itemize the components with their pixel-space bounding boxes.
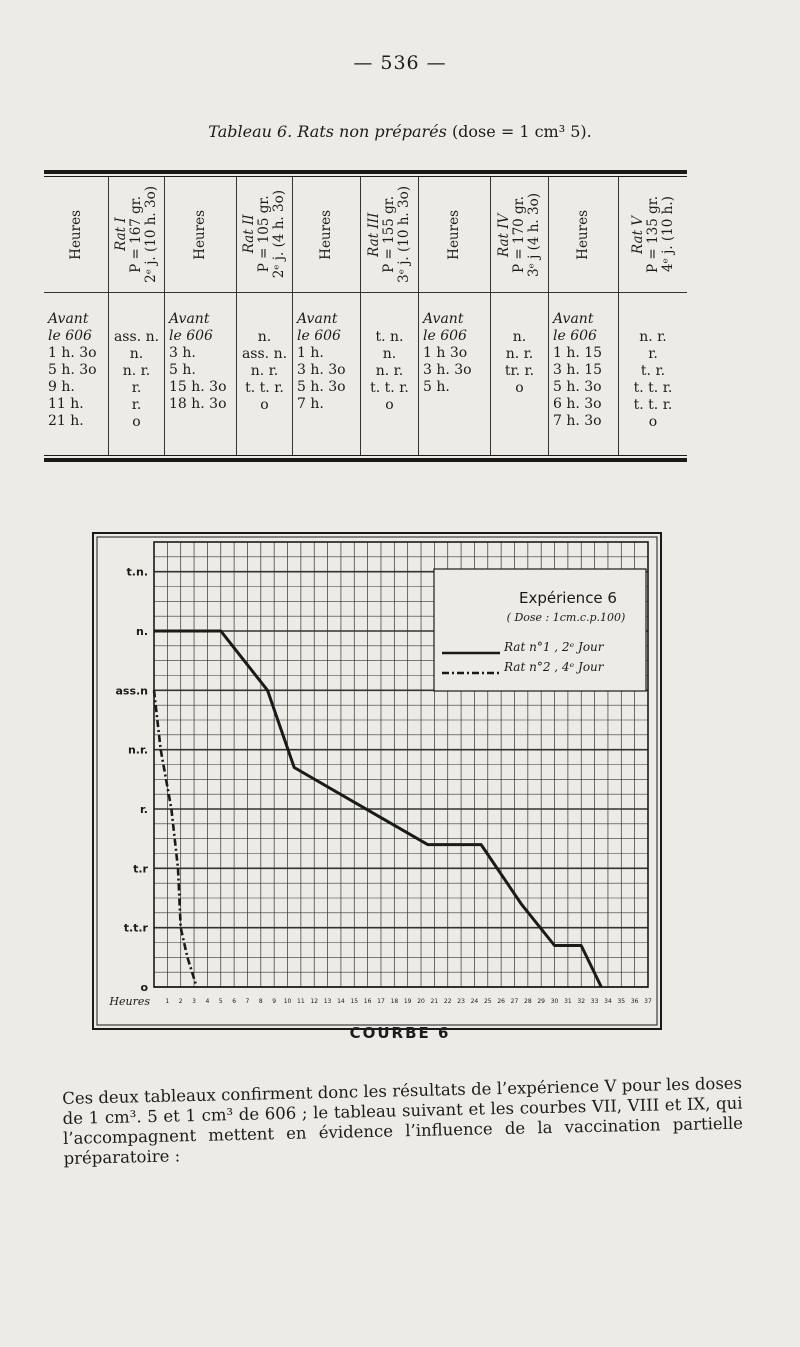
y-tick-label: t.n.: [126, 565, 148, 579]
table-bottom-rule-thin: [44, 455, 687, 456]
table-body-cell: [293, 293, 360, 413]
table-entry: 1 h 3o: [423, 345, 468, 361]
table-entry: 5 h.: [169, 362, 196, 378]
table-entry: o: [132, 414, 141, 430]
x-tick-label: 18: [390, 998, 399, 1005]
table-column: [360, 177, 418, 455]
table-body-cell: [237, 293, 292, 414]
table-body-cell: [361, 293, 418, 414]
table-body-cell: [165, 293, 236, 413]
x-tick-label: 37: [644, 998, 652, 1005]
header-rat-detail: P = 135 gr.: [644, 196, 661, 273]
table-entry: t. t. r.: [633, 380, 673, 396]
x-tick-label: 10: [283, 998, 292, 1005]
x-tick-label: 13: [323, 998, 332, 1005]
table-entry: n. r.: [505, 346, 534, 362]
table-entry: n. r.: [639, 329, 667, 345]
table-entry: ass. n.: [241, 346, 288, 362]
x-tick-label: 25: [483, 998, 492, 1005]
chart-svg: [92, 532, 662, 1030]
header-rat-detail: 3ᵉ j (4 h. 3o): [526, 192, 542, 277]
header-rat-detail: 2ᵉ j. (10 h. 3o): [143, 186, 159, 283]
x-tick-label: 27: [510, 998, 519, 1005]
table-column: [44, 177, 108, 455]
x-tick-label: 14: [337, 998, 345, 1005]
x-tick-label: 16: [363, 998, 372, 1005]
table-body-cell: [491, 293, 548, 397]
chart: [92, 532, 662, 1030]
table-entry: 5 h.: [423, 379, 450, 395]
y-tick-label: t.t.r: [123, 921, 148, 935]
caption-dose: (dose = 1 cm³ 5).: [451, 122, 592, 141]
table-column: [236, 177, 292, 455]
table-entry: 21 h.: [48, 413, 84, 429]
table-entry: le 606: [423, 328, 467, 344]
table-header-cell: [293, 177, 360, 293]
table-column: [164, 177, 236, 455]
header-rat-name: Rat II: [241, 215, 257, 254]
x-tick-label: 7: [245, 998, 250, 1005]
table-entry: 11 h.: [48, 396, 84, 412]
table-entry: 1 h. 15: [553, 345, 603, 361]
table-entry: n.: [129, 346, 144, 362]
table-entry: 5 h. 3o: [48, 362, 97, 378]
table-entry: r.: [131, 397, 142, 413]
header-rat: [242, 190, 287, 278]
table-entry: le 606: [169, 328, 213, 344]
table-entry: o: [515, 380, 524, 396]
header-rat: [631, 196, 676, 273]
table-body-cell: [419, 293, 490, 396]
table-entry: t. t. r.: [245, 380, 284, 396]
table-entry: 1 h.: [297, 345, 324, 361]
table-header-cell: [44, 177, 108, 293]
caption-title: Rats non préparés: [297, 122, 447, 141]
x-tick-label: 3: [192, 998, 196, 1005]
table-column: [490, 177, 548, 455]
table-entry: 5 h. 3o: [297, 379, 346, 395]
header-rat-detail: P = 170 gr.: [511, 196, 527, 273]
y-tick-label: n.: [135, 625, 148, 638]
x-tick-label: 1: [165, 998, 170, 1005]
y-tick-label: n.r.: [127, 743, 148, 757]
x-tick-label: 23: [457, 998, 465, 1005]
table-entry: n. r.: [250, 363, 279, 379]
x-axis-label: Heures: [109, 995, 150, 1008]
header-rat-detail: 2ᵉ j. (4 h. 3o): [271, 190, 287, 279]
x-tick-label: 30: [550, 998, 559, 1005]
x-tick-label: 15: [350, 998, 359, 1005]
table-entry: 6 h. 3o: [553, 396, 602, 412]
table-entry: 15 h. 3o: [169, 379, 227, 395]
header-rat-detail: 4ᵉ j. (10 h.): [659, 196, 676, 273]
table-body-cell: [549, 293, 618, 430]
header-rat-detail: P = 167 gr.: [128, 196, 144, 273]
caption-label: Tableau 6.: [208, 122, 293, 141]
table-entry: 3 h.: [169, 345, 196, 361]
table-header-cell: [549, 177, 618, 293]
header-heures: Heures: [318, 209, 334, 260]
table-top-rule: [44, 170, 687, 174]
x-tick-label: 32: [577, 998, 586, 1005]
x-tick-label: 36: [630, 998, 639, 1005]
legend-title: Expérience 6: [519, 589, 617, 607]
table-entry: o: [385, 397, 394, 413]
x-tick-label: 6: [232, 998, 237, 1005]
x-tick-label: 20: [417, 998, 425, 1005]
header-rat-detail: P = 105 gr.: [256, 196, 272, 273]
table-entry: t. r.: [640, 363, 666, 379]
table-header-cell: [419, 177, 490, 293]
header-rat-name: Rat III: [366, 212, 382, 257]
table-entry: le 606: [48, 328, 92, 344]
header-rat-detail: 3ᵉ j. (10 h. 3o): [396, 186, 412, 283]
body-paragraph: Ces deux tableaux confirment donc les résultats de l’expérience V pour les doses de 1 cm³. 5 et 1 cm³ de 606 ; le tableau suivant et les courbes VII, VIII et IX, qui l’accompagnent mettent en évidence l’influence de la vaccination partielle préparatoire :: [62, 1073, 744, 1168]
y-tick-label: ass.n: [115, 684, 148, 698]
table-entry: t. t. r.: [370, 380, 409, 396]
page-number: — 536 —: [353, 52, 447, 74]
table-header-cell: [165, 177, 236, 293]
header-heures: Heures: [67, 209, 84, 260]
x-tick-label: 12: [310, 998, 319, 1005]
x-tick-label: 28: [524, 998, 532, 1005]
table-entry: tr. r.: [504, 363, 535, 379]
x-tick-label: 2: [178, 998, 183, 1005]
table-header-cell: [361, 177, 418, 293]
table-entry: 9 h.: [48, 379, 75, 395]
x-tick-label: 35: [617, 998, 626, 1005]
x-tick-label: 4: [205, 998, 210, 1005]
table-entry: n.: [512, 329, 527, 345]
table-entry: n. r.: [375, 363, 404, 379]
x-tick-label: 8: [258, 998, 263, 1005]
table-entry: n.: [257, 329, 272, 345]
table-entry: r.: [131, 380, 142, 396]
x-tick-label: 9: [272, 998, 277, 1005]
header-rat-name: Rat IV: [496, 212, 512, 257]
x-tick-label: 19: [403, 998, 412, 1005]
table-entry: t. n.: [375, 329, 404, 345]
table-entry: n.: [382, 346, 397, 362]
table-entry: o: [648, 414, 658, 430]
table-entry: Avant: [48, 311, 89, 327]
table-header-cell: [619, 177, 687, 293]
table-entry: 7 h.: [297, 396, 324, 412]
table-entry: t. t. r.: [633, 397, 673, 413]
table-entry: 5 h. 3o: [553, 379, 602, 395]
table-entry: Avant: [297, 311, 338, 327]
table-entry: Avant: [553, 311, 594, 327]
legend-subtitle: ( Dose : 1cm.c.p.100): [506, 611, 626, 624]
table-header-cell: [491, 177, 548, 293]
table-body-cell: [619, 293, 687, 431]
table-entry: ass. n.: [113, 329, 160, 345]
table-entry: 1 h. 3o: [48, 345, 97, 361]
table-column: [548, 177, 618, 455]
table-entry: Avant: [169, 311, 210, 327]
x-tick-label: 31: [564, 998, 572, 1005]
data-table: [44, 170, 687, 462]
header-heures: Heures: [575, 209, 591, 260]
table-header-cell: [109, 177, 164, 293]
x-tick-label: 17: [377, 998, 385, 1005]
table-header-cell: [237, 177, 292, 293]
header-rat: [497, 193, 542, 277]
table-entry: le 606: [297, 328, 341, 344]
x-tick-label: 29: [537, 998, 546, 1005]
x-tick-label: 11: [297, 998, 305, 1005]
figure-title: COURBE 6: [349, 1024, 451, 1042]
x-tick-label: 21: [430, 998, 439, 1005]
x-tick-label: 24: [470, 998, 479, 1005]
x-tick-label: 22: [443, 998, 452, 1005]
header-rat-name: Rat I: [113, 217, 129, 252]
legend-entry-2: Rat n°2 , 4ᵉ Jour: [504, 660, 604, 674]
table-column: [108, 177, 164, 455]
header-heures: Heures: [192, 209, 208, 260]
table-column: [418, 177, 490, 455]
table-entry: 3 h. 3o: [297, 362, 346, 378]
table-column: [292, 177, 360, 455]
table-entry: o: [260, 397, 269, 413]
legend-entry-1: Rat n°1 , 2ᵉ Jour: [504, 640, 604, 654]
header-rat: [367, 186, 412, 283]
header-rat-detail: P = 155 gr.: [381, 196, 397, 273]
table-entry: n. r.: [122, 363, 151, 379]
table-column: [618, 177, 687, 455]
x-tick-label: 26: [497, 998, 505, 1005]
table-grid: [44, 177, 687, 455]
x-tick-label: 33: [590, 998, 599, 1005]
table-entry: r.: [648, 346, 658, 362]
table-entry: Avant: [423, 311, 464, 327]
table-caption: [0, 122, 800, 141]
y-tick-label: o: [140, 981, 148, 994]
x-tick-label: 34: [604, 998, 612, 1005]
y-tick-label: r.: [139, 803, 148, 816]
table-entry: le 606: [553, 328, 597, 344]
table-bottom-rule: [44, 458, 687, 462]
table-entry: 7 h. 3o: [553, 413, 602, 429]
header-rat: [114, 186, 159, 283]
header-heures: Heures: [446, 209, 462, 260]
table-entry: 18 h. 3o: [169, 396, 227, 412]
table-entry: 3 h. 15: [553, 362, 603, 378]
table-body-cell: [109, 293, 164, 431]
table-body-cell: [44, 293, 108, 430]
x-tick-label: 5: [218, 998, 223, 1005]
y-tick-label: t.r: [133, 862, 148, 876]
header-rat-name: Rat V: [629, 215, 646, 254]
table-entry: 3 h. 3o: [423, 362, 472, 378]
